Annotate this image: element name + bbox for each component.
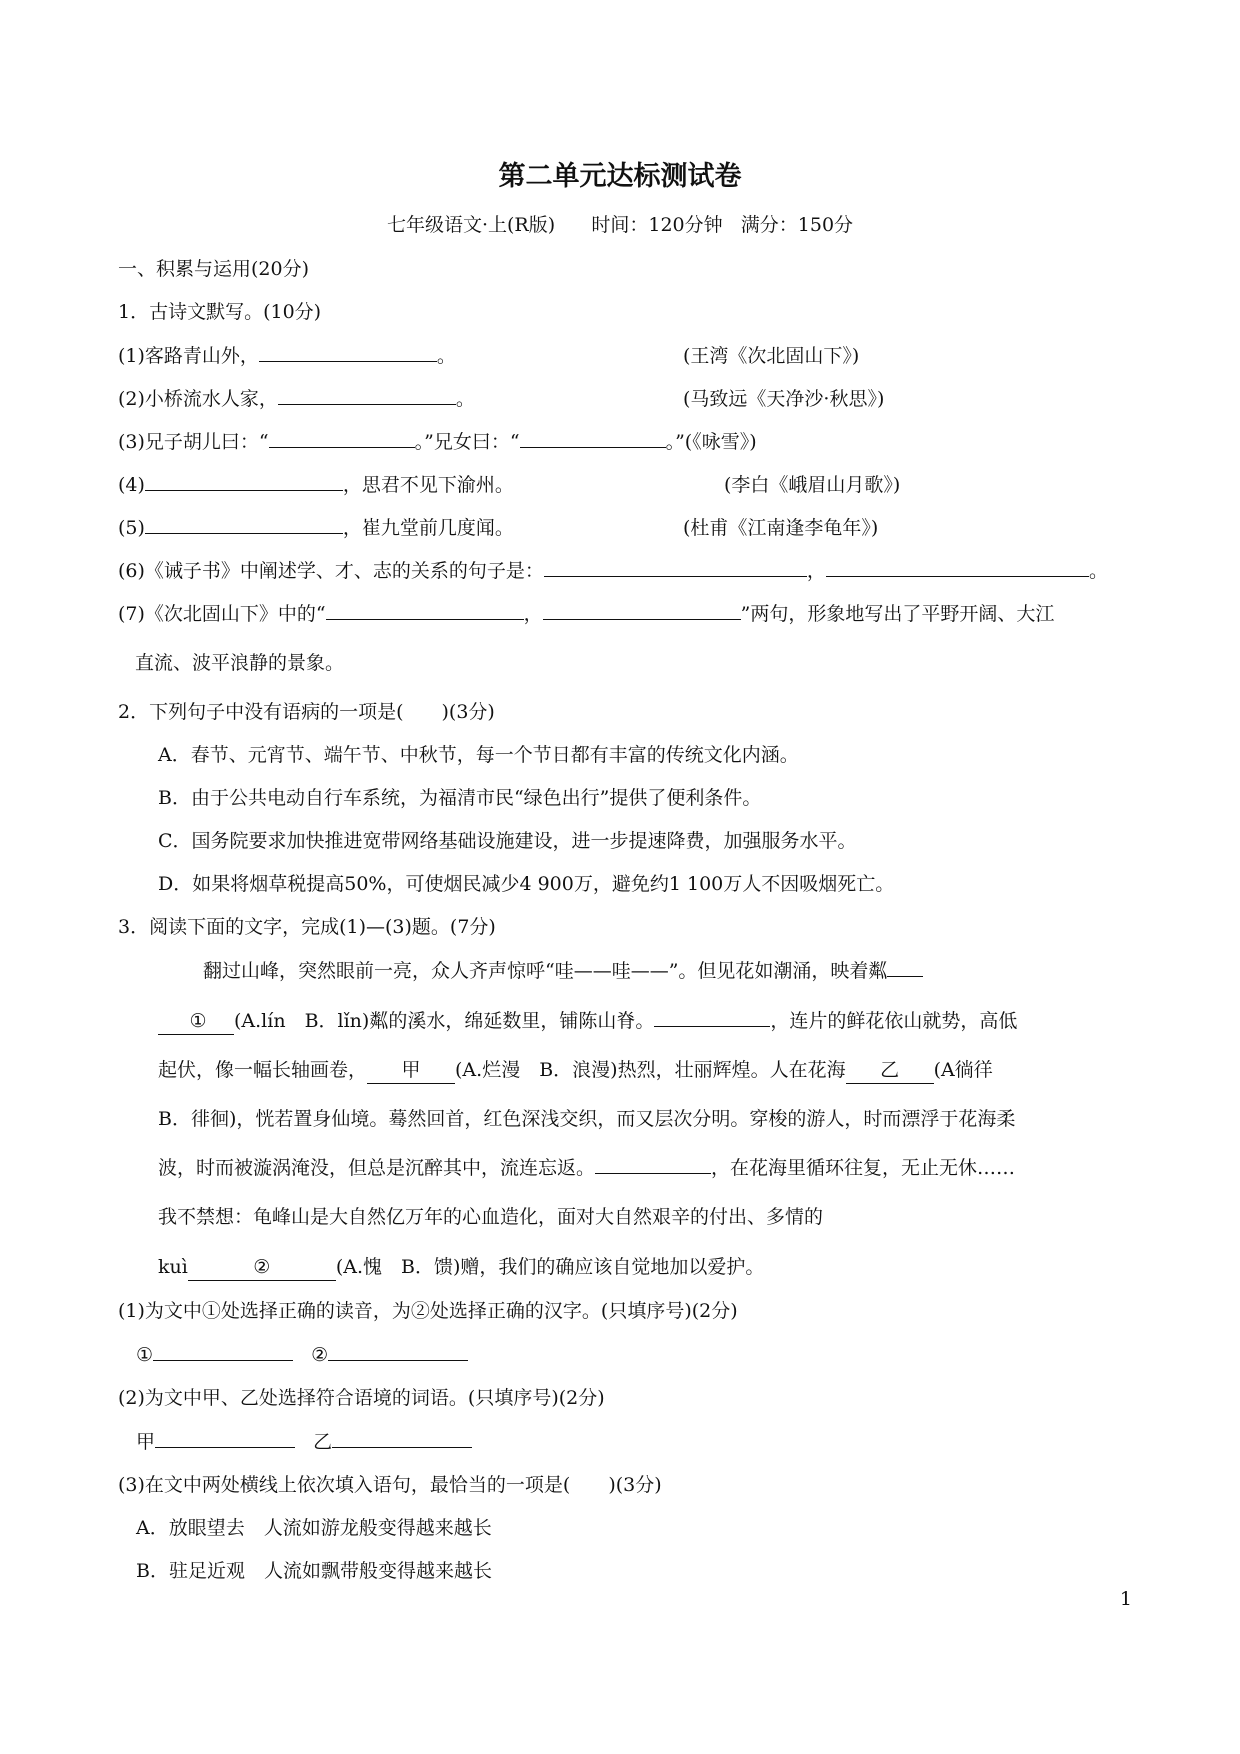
passage-line-2 — [158, 1008, 1017, 1035]
blank-yi-marker[interactable]: 乙 — [846, 1057, 934, 1084]
passage-line-1 — [203, 958, 923, 984]
blank-2-marker[interactable]: ② — [188, 1254, 336, 1281]
q1-item-5-source: (杜甫《江南逢李龟年》) — [683, 517, 879, 539]
blank-jia-marker[interactable]: 甲 — [367, 1057, 455, 1084]
passage-text: ，连片的鲜花依山就势，高低 — [770, 1010, 1018, 1032]
passage-text: (A.烂漫 B．浪漫)热烈，壮丽辉煌。人在花海 — [455, 1059, 846, 1081]
answer-blank[interactable] — [544, 558, 807, 577]
answer-blank[interactable] — [654, 1008, 770, 1027]
passage-line-6: 我不禁想：龟峰山是大自然亿万年的心血造化，面对大自然艰辛的付出、多情的 — [158, 1206, 824, 1228]
q1-item-3-text: (3)兄子胡儿曰：“ — [118, 431, 269, 453]
passage-line-4: B．徘徊)，恍若置身仙境。蓦然回首，红色深浅交织，而又层次分明。穿梭的游人，时而漂浮于花海柔 — [158, 1108, 1016, 1130]
answer-blank[interactable] — [269, 429, 415, 448]
question-3-stem: 3．阅读下面的文字，完成(1)—(3)题。(7分) — [118, 916, 496, 938]
answer-blank[interactable] — [543, 601, 741, 620]
q2-option-a: A．春节、元宵节、端午节、中秋节，每一个节日都有丰富的传统文化内涵。 — [158, 744, 799, 766]
answer-blank[interactable] — [326, 601, 524, 620]
q1-item-7-text: (7)《次北固山下》中的“ — [118, 603, 326, 625]
passage-text: 波，时而被漩涡淹没，但总是沉醉其中，流连忘返。 — [158, 1157, 596, 1179]
answer-label: 甲 — [136, 1431, 156, 1453]
q2-option-d: D．如果将烟草税提高50%，可使烟民减少4 900万，避免约1 100万人不因吸烟死亡。 — [158, 873, 895, 895]
answer-blank[interactable] — [595, 1155, 711, 1174]
passage-text: ，在花海里循环往复，无止无休…… — [711, 1157, 1016, 1179]
q1-item-6-end: 。 — [1088, 560, 1108, 582]
answer-blank[interactable] — [145, 515, 343, 534]
q1-item-7-mid: ， — [523, 603, 543, 625]
q1-item-4 — [118, 472, 514, 498]
q3-option-a: A．放眼望去 人流如游龙般变得越来越长 — [136, 1517, 492, 1539]
q1-item-6 — [118, 558, 1108, 584]
passage-text: (A.lín B．lǐn)粼的溪水，绵延数里，铺陈山脊。 — [234, 1010, 655, 1032]
q1-item-6-mid: ， — [806, 560, 826, 582]
answer-blank[interactable] — [259, 343, 437, 362]
passage-line-5 — [158, 1155, 1015, 1181]
q1-item-6-text: (6)《诫子书》中阐述学、才、志的关系的句子是： — [118, 560, 544, 582]
q2-option-c: C．国务院要求加快推进宽带网络基础设施建设，进一步提速降费，加强服务水平。 — [158, 830, 857, 852]
q1-item-3-end: 。”(《咏雪》) — [665, 431, 757, 453]
blank-1-marker[interactable]: ① — [158, 1008, 234, 1035]
answer-blank[interactable] — [826, 558, 1089, 577]
answer-label: ① — [136, 1344, 154, 1366]
q3-option-b: B．驻足近观 人流如飘带般变得越来越长 — [136, 1560, 492, 1582]
answer-blank[interactable] — [332, 1429, 472, 1448]
answer-blank[interactable] — [328, 1342, 468, 1361]
answer-blank[interactable] — [153, 1342, 293, 1361]
question-1-stem: 1．古诗文默写。(10分) — [118, 301, 322, 323]
passage-text: 翻过山峰，突然眼前一亮，众人齐声惊呼“哇——哇——”。但见花如潮涌，映着粼 — [203, 960, 888, 982]
q1-item-1-source: (王湾《次北固山下》) — [683, 345, 860, 367]
q1-item-4-end: ，思君不见下渝州。 — [342, 474, 514, 496]
q1-item-5 — [118, 515, 514, 541]
q1-item-1-text: (1)客路青山外， — [118, 345, 259, 367]
question-2-stem: 2．下列句子中没有语病的一项是( )(3分) — [118, 701, 495, 723]
passage-text: (A徜徉 — [933, 1059, 993, 1081]
answer-blank[interactable] — [155, 1429, 295, 1448]
answer-blank[interactable] — [520, 429, 666, 448]
q1-item-4-text: (4) — [118, 474, 145, 496]
page-number: 1 — [1119, 1588, 1132, 1610]
q2-option-b: B．由于公共电动自行车系统，为福清市民“绿色出行”提供了便利条件。 — [158, 787, 762, 809]
passage-line-7 — [158, 1254, 764, 1281]
answer-blank[interactable] — [278, 386, 456, 405]
passage-text: 起伏，像一幅长轴画卷， — [158, 1059, 368, 1081]
q1-item-3-mid: 。”兄女曰：“ — [414, 431, 520, 453]
q3-sub-2: (2)为文中甲、乙处选择符合语境的词语。(只填序号)(2分) — [118, 1387, 605, 1409]
q1-item-1 — [118, 343, 456, 369]
q1-item-5-end: ，崔九堂前几度闻。 — [342, 517, 514, 539]
answer-blank[interactable] — [887, 958, 923, 977]
q1-item-7-continuation: 直流、波平浪静的景象。 — [135, 652, 345, 674]
passage-text: (A.愧 B．馈)赠，我们的确应该自觉地加以爱护。 — [335, 1256, 765, 1278]
q3-sub-1: (1)为文中①处选择正确的读音，为②处选择正确的汉字。(只填序号)(2分) — [118, 1300, 738, 1322]
passage-line-3 — [158, 1057, 993, 1084]
q1-item-5-text: (5) — [118, 517, 145, 539]
exam-info: 七年级语文·上(R版) 时间：120分钟 满分：150分 — [386, 214, 854, 236]
q3-sub-3: (3)在文中两处横线上依次填入语句，最恰当的一项是( )(3分) — [118, 1474, 662, 1496]
section-heading: 一、积累与运用(20分) — [118, 258, 310, 280]
pinyin-kui: kuì — [158, 1256, 188, 1278]
q1-item-2-end: 。 — [455, 388, 475, 410]
answer-blank[interactable] — [145, 472, 343, 491]
answer-label: ② — [311, 1344, 329, 1366]
q1-item-7-end: ”两句，形象地写出了平野开阔、大江 — [740, 603, 1055, 625]
q1-item-7 — [118, 601, 1054, 627]
q3-sub-2-answers — [136, 1429, 472, 1455]
q1-item-1-end: 。 — [436, 345, 456, 367]
q1-item-3 — [118, 429, 757, 455]
page-title: 第二单元达标测试卷 — [498, 161, 742, 192]
q1-item-2-source: (马致远《天净沙·秋思》) — [683, 388, 885, 410]
answer-label: 乙 — [313, 1431, 333, 1453]
q1-item-2 — [118, 386, 475, 412]
q1-item-2-text: (2)小桥流水人家， — [118, 388, 278, 410]
q3-sub-1-answers — [136, 1342, 468, 1368]
q1-item-4-source: (李白《峨眉山月歌》) — [724, 474, 901, 496]
